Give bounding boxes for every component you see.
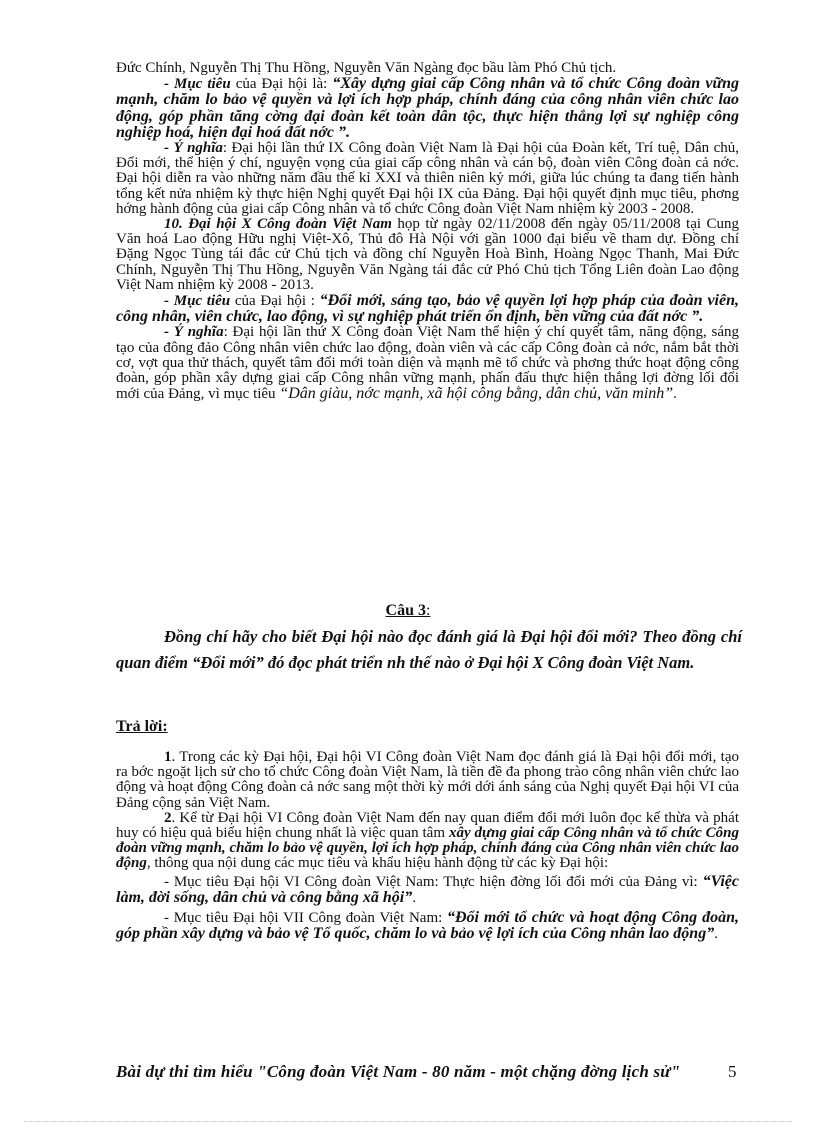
point-text: . Kể từ Đại hội VI Công đoàn Việt Nam đến nay quan điểm đổi mới luôn đọc kế thừa và phát huy có hiệu quả biểu hiện chung nhất là việc quan tâm [116, 809, 739, 842]
question-colon: : [426, 602, 431, 619]
point-number: 2 [164, 809, 172, 826]
goal-quote: “Xây dựng giai cấp Công nhân và tổ chức Công đoàn vững mạnh, chăm lo bảo vệ quyền và lợi ích hợp pháp, chính đáng của công nhân viên chức lao động, góp phần tăng cờng đại đoàn kết toàn dân tộc, thực hiện thắng lợi sự nghiệp công nghiệp hoá, hiện đại hoá đất nớc ”. [116, 75, 739, 141]
paragraph-meaning-x [116, 325, 739, 402]
punctuation: . [673, 386, 677, 403]
goal-vi-text: - Mục tiêu Đại hội VI Công đoàn Việt Nam: Thực hiện đờng lối đổi mới của Đảng vì: [164, 873, 703, 890]
goal-vi-quote: “Việc làm, đời sống, dân chủ và công bằng xã hội” [116, 872, 739, 906]
page-bottom-rule [24, 1121, 792, 1122]
goal-vii-quote: “Đổi mới tổ chức và hoạt động Công đoàn, góp phần xây dựng và bảo vệ Tổ quốc, chăm lo và bảo vệ lợi ích của Công nhân lao động” [116, 909, 739, 943]
answer-label: Trả lời: [116, 718, 168, 735]
paragraph-goal-ix [116, 76, 739, 141]
question-heading [0, 602, 816, 620]
goal-intro: của Đại hội : [230, 293, 320, 310]
punctuation: . [412, 889, 416, 906]
meaning-label: - Ý nghĩa [164, 324, 224, 341]
meaning-label: - Ý nghĩa [164, 140, 223, 157]
goal-intro: của Đại hội là: [230, 76, 333, 93]
paragraph-congress-x [116, 217, 739, 293]
answer-point-2 [116, 811, 739, 872]
point-text-end: , thông qua nội dung các mục tiêu và khẩu hiệu hành động từ các kỳ Đại hội: [146, 855, 609, 872]
question-number: Câu 3 [385, 602, 426, 619]
punctuation: . [714, 926, 718, 943]
paragraph-text: Đức Chính, Nguyễn Thị Thu Hồng, Nguyễn Văn Ngàng đọc bầu làm Phó Chủ tịch. [116, 60, 617, 76]
point-number: 1 [164, 749, 172, 765]
section-congress-ix-x [116, 61, 739, 402]
answer-point-1 [116, 750, 739, 811]
goal-label: - Mục tiêu [164, 293, 231, 310]
point-emphasis: xây dựng giai cấp Công nhân và tổ chức Công đoàn vững mạnh, chăm lo bảo vệ quyền, lợi ích hợp pháp, chính đáng của Công nhân viên chức lao động [116, 825, 740, 872]
point-text: . Trong các kỳ Đại hội, Đại hội VI Công đoàn Việt Nam đọc đánh giá là Đại hội đổi mới, tạo ra bớc ngoặt lịch sử cho tổ chức Công đoàn Việt Nam, là tiền đề đa phong trào công nhân viên chức lao động và hoạt động Công đoàn cả nớc sang một thời kỳ mới dới ánh sáng của Nghị quyết Đại hội VI của Đảng cộng sản Việt Nam. [116, 749, 740, 811]
congress-x-title: 10. Đại hội X Công đoàn Việt Nam [164, 216, 392, 233]
question-text: Đồng chí hãy cho biết Đại hội nào đọc đánh giá là Đại hội đổi mới? Theo đồng chí quan điểm “Đổi mới” đó đọc phát triển nh thế nào ở Đại hội X Công đoàn Việt Nam. [116, 627, 742, 672]
meaning-text: : Đại hội lần thứ X Công đoàn Việt Nam thể hiện ý chí quyết tâm, năng động, sáng tạo của đông đảo Công nhân viên chức lao động, đoàn viên và các cấp Công đoàn cả nớc, nắm bắt thời cơ, vợt qua thử thách, quyết tâm đổi mới toàn diện và mạnh mẽ tổ chức và phơng thức hoạt động công đoàn, góp phần xây dựng giai cấp Công nhân vững mạnh, phấn đấu thực hiện thắng lợi đờng lối đổi mới của Đảng, vì mục tiêu [116, 324, 739, 403]
goal-label: - Mục tiêu [164, 76, 231, 93]
paragraph-meaning-ix [116, 141, 739, 217]
answer-goal-vii [116, 910, 739, 942]
goal-vii-text: - Mục tiêu Đại hội VII Công đoàn Việt Nam: [164, 910, 447, 927]
congress-x-text: họp từ ngày 02/11/2008 đến ngày 05/11/2008 tại Cung Văn hoá Lao động Hữu nghị Việt-Xô, Thủ đô Hà Nội với gần 1000 đại biểu về tham dự. Đồng chí Đặng Ngọc Tùng tái đắc cử Chủ tịch và đồng chí Nguyễn Hoà Bình, Hoàng Ngọc Thanh, Mai Đức Chính, Nguyễn Thị Thu Hồng, Nguyễn Văn Ngàng tái đắc cử Phó Chủ tịch Tổng Liên đoàn Lao động Việt Nam nhiệm kỳ 2008 - 2013. [116, 216, 740, 293]
meaning-text: : Đại hội lần thứ IX Công đoàn Việt Nam là Đại hội của Đoàn kết, Trí tuệ, Dân chủ, Đổi mới, thể hiện ý chí, nguyện vọng của giai cấp công nhân và cán bộ, đoàn viên Công đoàn cả nớc. Đại hội diễn ra vào những năm đầu thế kỉ XXI và thiên niên kỷ mới, giữa lúc chúng ta đang tiến hành tổng kết nửa nhiệm kỳ thực hiện Nghị quyết Đại hội IX của Đảng. Đại hội quyết định mục tiêu, phơng hớng hành động của giai cấp Công nhân và tổ chức Công đoàn Việt Nam nhiệm kỳ 2003 - 2008. [116, 140, 739, 217]
slogan-quote: “Dân giàu, nớc mạnh, xã hội công bằng, dân chủ, văn minh” [279, 385, 674, 403]
page-number: 5 [728, 1062, 737, 1081]
footer-title: Bài dự thi tìm hiểu "Công đoàn Việt Nam - 80 năm - một chặng đờng lịch sử" [116, 1062, 681, 1081]
goal-quote: “Đổi mới, sáng tạo, bảo vệ quyền lợi hợp pháp của đoàn viên, công nhân, viên chức, lao động, vì sự nghiệp phát triển ổn định, bền vững của đất nớc ”. [116, 292, 739, 326]
paragraph-vice-chairs [116, 61, 739, 76]
paragraph-goal-x [116, 293, 739, 325]
section-answer [116, 750, 739, 942]
answer-goal-vi [116, 874, 739, 906]
